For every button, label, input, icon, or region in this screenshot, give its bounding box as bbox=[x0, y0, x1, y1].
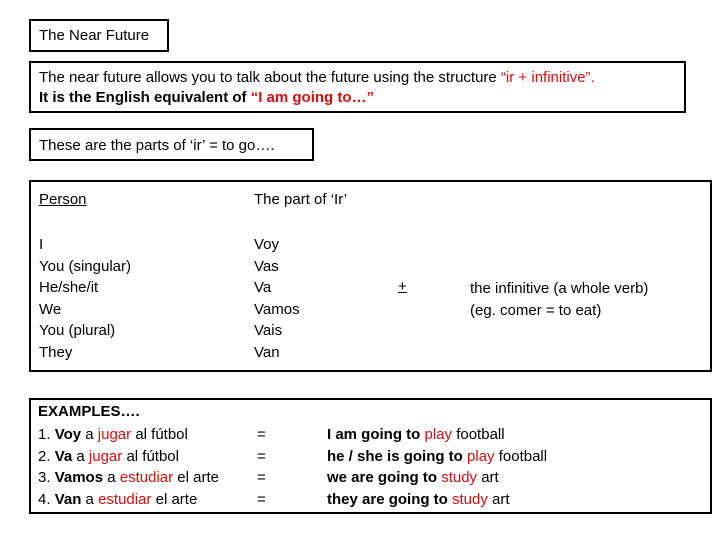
equivalent-quote: “I am going to…” bbox=[250, 89, 375, 106]
intro-line-2 bbox=[39, 88, 684, 108]
equals-sign: = bbox=[257, 469, 266, 486]
ir-form-item: Van bbox=[254, 343, 280, 361]
conjugation-table bbox=[29, 180, 712, 372]
spanish-examples bbox=[38, 424, 219, 510]
ir-form-item: Vamos bbox=[254, 300, 300, 318]
parts-heading: These are the parts of ‘ir’ = to go…. bbox=[39, 137, 275, 154]
ir-form-item: Voy bbox=[254, 236, 280, 253]
person-list bbox=[39, 234, 131, 363]
page-title: The Near Future bbox=[39, 27, 150, 44]
spanish-example-2: 2. Va a jugar al fútbol bbox=[38, 447, 179, 465]
infinitive-line: the infinitive (a whole verb) bbox=[470, 280, 649, 297]
structure-text: “ir + infinitive”. bbox=[500, 69, 595, 86]
spanish-example-3: 3. Vamos a estudiar el arte bbox=[38, 469, 219, 486]
spanish-example-4: 4. Van a estudiar el arte bbox=[38, 490, 198, 508]
spanish-example-1: 1. Voy a jugar al fútbol bbox=[38, 426, 188, 443]
english-example-1: I am going to play football bbox=[327, 426, 505, 443]
person-item: I bbox=[39, 236, 44, 253]
equals-sign: = bbox=[257, 447, 266, 465]
ir-form-item: Vas bbox=[254, 257, 279, 275]
ir-part-header: The part of ‘Ir’ bbox=[254, 191, 348, 208]
intro-box bbox=[29, 61, 686, 113]
english-example-2: he / she is going to play football bbox=[327, 447, 548, 465]
equivalent-text: It is the English equivalent of bbox=[39, 89, 251, 106]
english-examples bbox=[327, 424, 547, 510]
person-item: They bbox=[39, 343, 73, 361]
person-item: You (plural) bbox=[39, 322, 116, 339]
english-example-4: they are going to study art bbox=[327, 490, 510, 508]
examples-heading: EXAMPLES…. bbox=[38, 403, 140, 420]
person-header: Person bbox=[39, 191, 87, 208]
infinitive-example: (eg. comer = to eat) bbox=[470, 301, 602, 319]
ir-form-item: Vais bbox=[254, 322, 283, 339]
equals-column bbox=[257, 424, 266, 510]
intro-text: The near future allows you to talk about the future using the structure bbox=[39, 69, 501, 86]
infinitive-note bbox=[470, 278, 648, 321]
ir-form-item: Va bbox=[254, 279, 272, 296]
parts-heading-box bbox=[29, 128, 314, 161]
person-item: He/she/it bbox=[39, 279, 99, 296]
equals-sign: = bbox=[257, 490, 266, 508]
equals-sign: = bbox=[257, 426, 266, 443]
ir-form-list bbox=[254, 234, 300, 363]
english-example-3: we are going to study art bbox=[327, 469, 499, 486]
title-box bbox=[29, 19, 169, 52]
intro-line-1 bbox=[39, 68, 684, 88]
person-item: We bbox=[39, 300, 62, 318]
person-item: You (singular) bbox=[39, 257, 131, 275]
plus-sign: + bbox=[398, 278, 407, 295]
examples-box bbox=[29, 398, 712, 514]
